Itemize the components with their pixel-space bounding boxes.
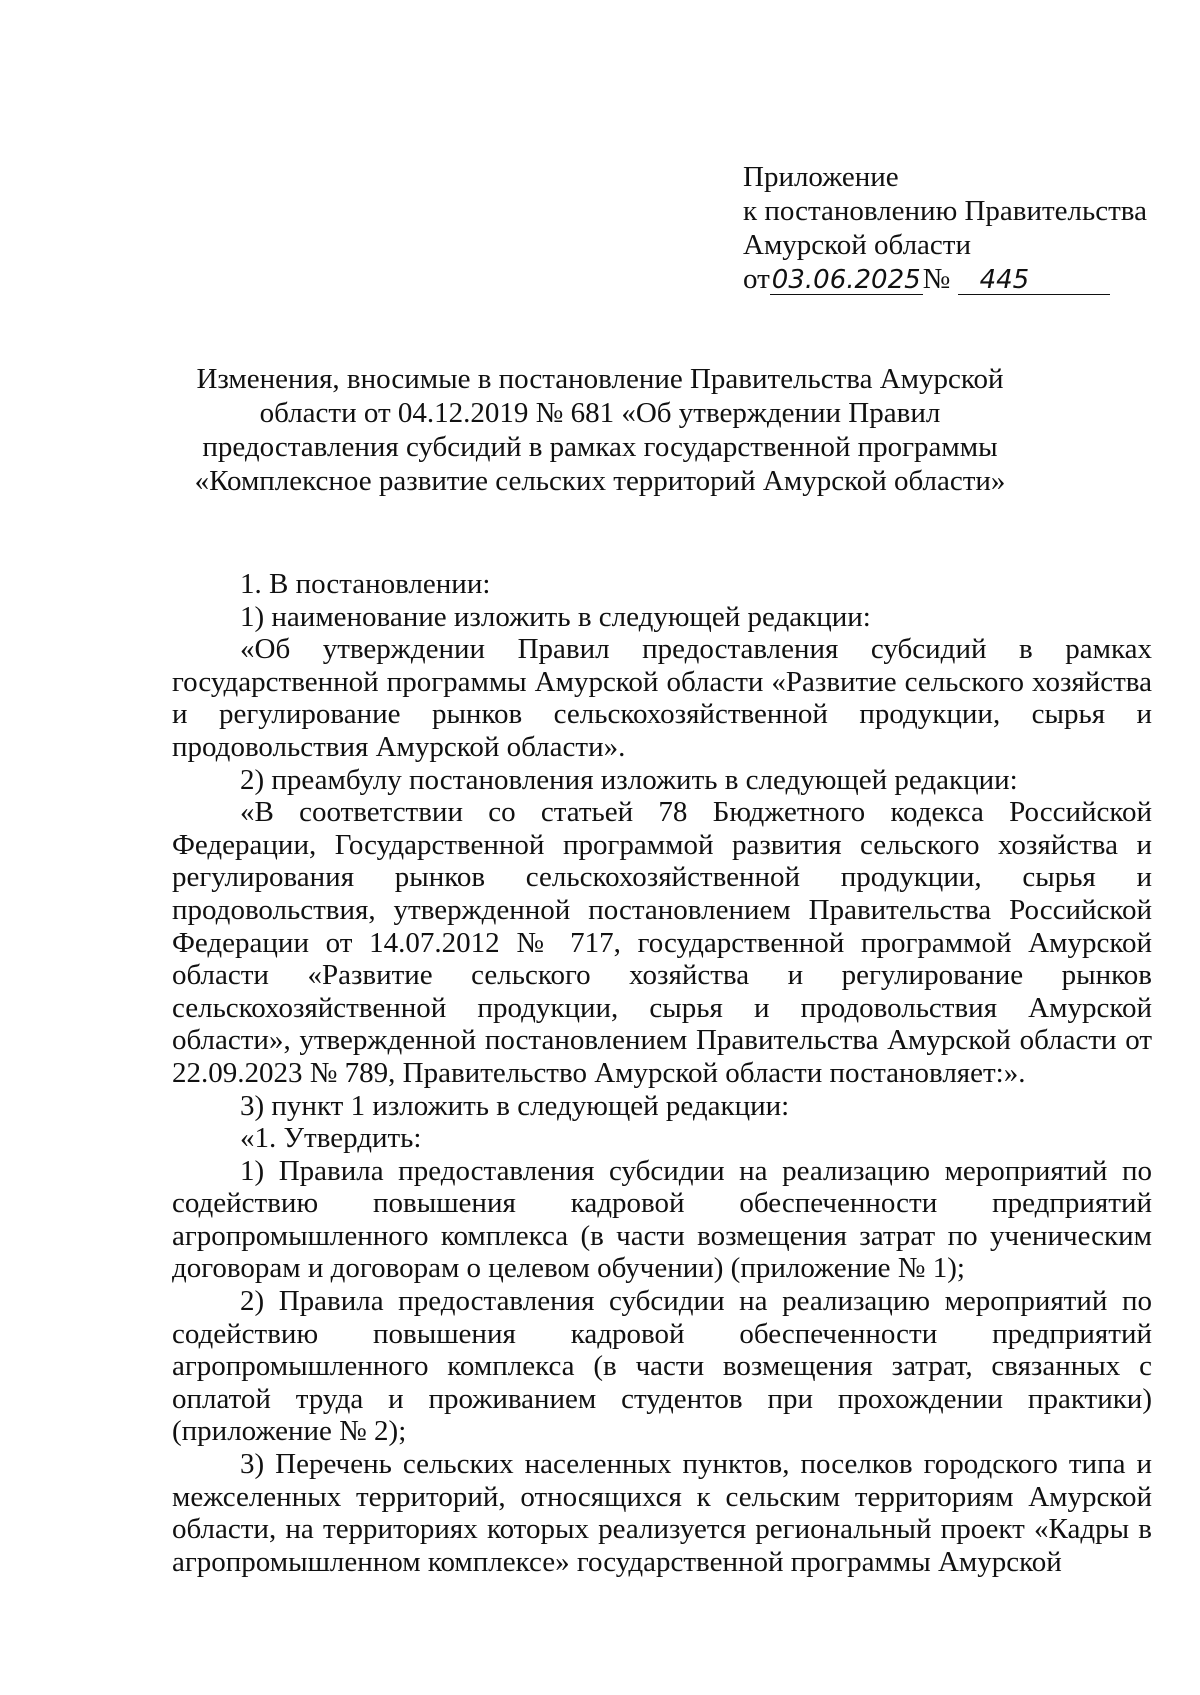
- appendix-line-1: Приложение: [743, 161, 899, 193]
- handwritten-number: 445: [958, 266, 1110, 295]
- paragraph: 1. В постановлении:: [240, 568, 491, 600]
- number-sign: №: [922, 263, 951, 295]
- paragraph: 3) Перечень сельских населенных пунктов, поселков городского типа и межселенных территорий, относящихся к сельским территориям Амурской области, на территориях которых реализуется региональный проект «Кадры в агропромышленном комплексе» государственной программы Амурской: [172, 1448, 1152, 1578]
- paragraph: 1) Правила предоставления субсидии на реализацию мероприятий по содействию повышения кадровой обеспеченности предприятий агропромышленного комплекса (в части возмещения затрат по ученическим договорам и договорам о целевом обучении) (приложение № 1);: [172, 1154, 1152, 1285]
- paragraph: 2) преамбулу постановления изложить в следующей редакции:: [240, 763, 1018, 796]
- appendix-line-3: Амурской области: [743, 229, 971, 261]
- appendix-date-line: [743, 262, 1163, 296]
- paragraph: «1. Утвердить:: [240, 1122, 422, 1155]
- paragraph: 1) наименование изложить в следующей редакции:: [240, 600, 871, 633]
- paragraph: 3) пункт 1 изложить в следующей редакции:: [240, 1089, 790, 1122]
- paragraph: «В соответствии со статьей 78 Бюджетного кодекса Российской Федерации, Государственной программой развития сельского хозяйства и регулирования рынков сельскохозяйственной продукции, сырья и продовольствия, утвержденной постановлением Правительства Российской Федерации от 14.07.2012 № 717, государственной программой Амурской области «Развитие сельского хозяйства и регулирование рынков сельскохозяйственной продукции, сырья и продовольствия Амурской области», утвержденной постановлением Правительства Амурской области от 22.09.2023 № 789, Правительство Амурской области постановляет:».: [172, 796, 1152, 1089]
- handwritten-date: 03.06.2025: [771, 265, 921, 295]
- document-title: Изменения, вносимые в постановление Правительства Амурской области от 04.12.2019 № 681 «Об утверждении Правил предоставления субсидий в рамках государственной программы «Комплексное развитие сельских территорий Амурской области»: [194, 363, 1006, 497]
- paragraph: «Об утверждении Правил предоставления субсидий в рамках государственной программы Амурской области «Развитие сельского хозяйства и регулирование рынков сельскохозяйственной продукции, сырья и продовольствия Амурской области».: [172, 633, 1152, 763]
- paragraph: 2) Правила предоставления субсидии на реализацию мероприятий по содействию повышения кадровой обеспеченности предприятий агропромышленного комплекса (в части возмещения затрат, связанных с оплатой труда и проживанием студентов при прохождении практики) (приложение № 2);: [172, 1285, 1152, 1448]
- document-body: [172, 568, 1152, 1578]
- appendix-header: [743, 160, 1163, 296]
- date-prefix: от: [743, 263, 770, 295]
- appendix-line-2: к постановлению Правительства: [743, 195, 1147, 227]
